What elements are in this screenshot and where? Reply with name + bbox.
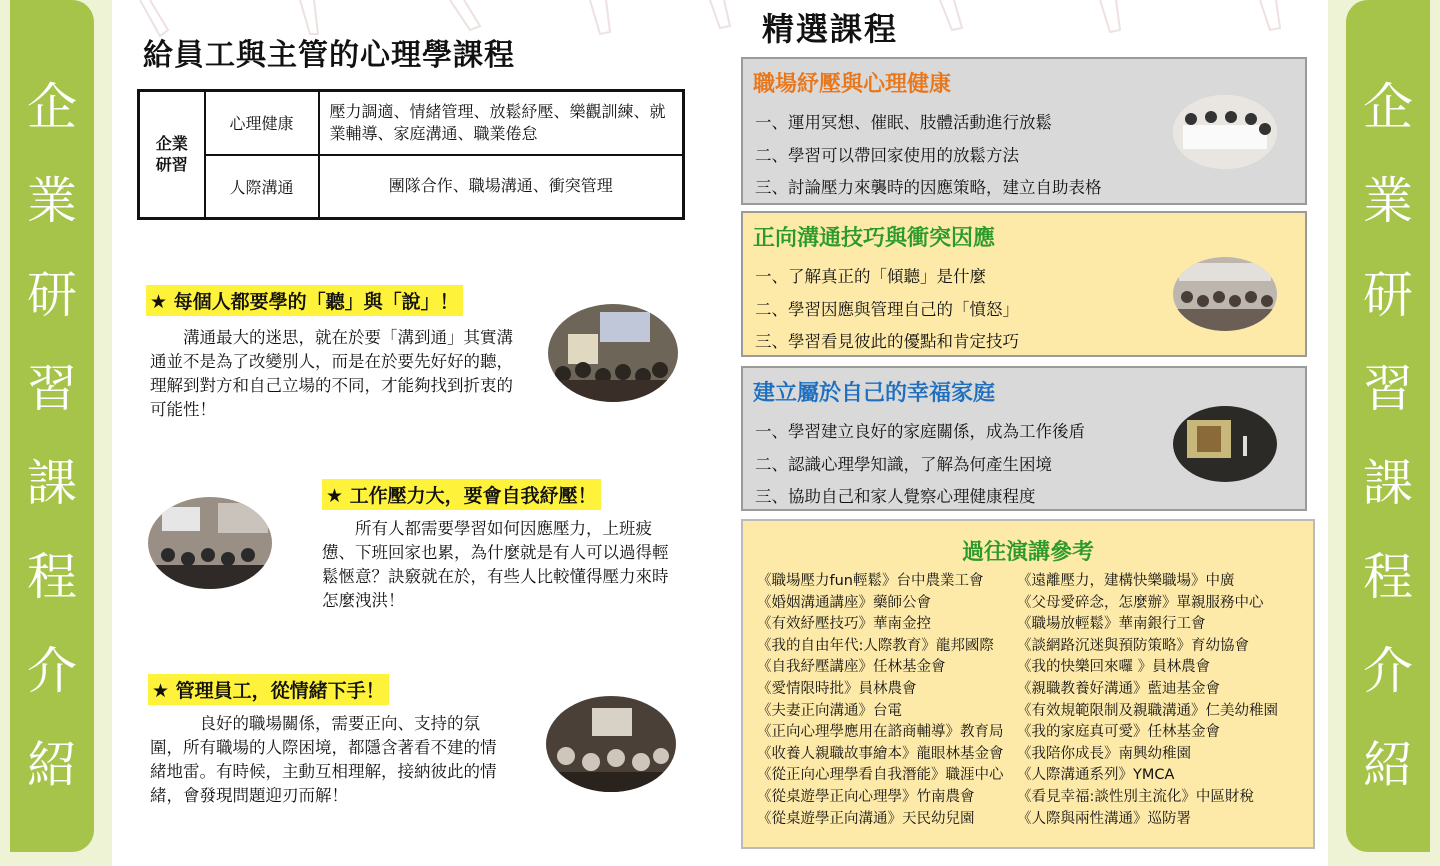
banner-char: 課 [27,454,77,512]
course-title: 正向溝通技巧與衝突因應 [753,226,996,251]
enterprise-course-table [137,89,685,220]
list-item: 《夫妻正向溝通》台電 [757,702,902,719]
list-item: 《看見幸福:談性別主流化》中區財稅 [1017,788,1254,805]
list-item: 《談網路沉迷與預防策略》育幼協會 [1017,637,1249,654]
course-item: 三、討論壓力來襲時的因應策略，建立自助表格 [755,178,1102,197]
list-item: 《我陪你成長》南興幼稚園 [1017,745,1191,762]
table-header-cell [139,91,205,219]
table-row [139,155,684,219]
section-body: 溝通最大的迷思，就在於要「溝到通」其實溝通並不是為了改變別人，而是在於要先好好的聽，理解到對方和自己立場的不同，才能夠找到折衷的可能性！ [150,328,513,419]
list-item: 《父母愛碎念，怎麼辦》單親服務中心 [1017,594,1264,611]
banner-char: 課 [1363,454,1413,512]
left-side-banner [0,0,112,866]
banner-char: 研 [1363,266,1413,324]
table-description-cell: 壓力調適、情緒管理、放鬆紓壓、樂觀訓練、就業輔導、家庭溝通、職業倦怠 [319,91,684,155]
banner-char: 介 [27,642,77,700]
banner-char: 習 [1363,360,1413,418]
workshop-photo [546,696,676,792]
list-item: 《職場放輕鬆》華南銀行工會 [1017,616,1206,633]
lecture-hall-photo [148,497,272,589]
course-card [741,366,1307,511]
list-item: 《收養人親職故事繪本》龍眼林基金會 [757,745,1004,762]
list-item: 《婚姻溝通講座》藥師公會 [757,594,931,611]
table-row [139,91,684,155]
course-item: 一、運用冥想、催眠、肢體活動進行放鬆 [755,113,1052,132]
list-item: 《有效規範限制及親職溝通》仁美幼稚園 [1017,702,1278,719]
past-lectures-title: 過往演講參考 [961,540,1094,565]
past-lectures-left-column [757,571,1004,830]
list-item: 《遠離壓力，建構快樂職場》中廣 [1017,573,1235,589]
course-item: 二、認識心理學知識，了解為何產生困境 [755,455,1052,474]
banner-char: 企 [27,78,77,136]
list-item: 《我的快樂回來囉 》員林農會 [1017,659,1211,676]
banner-char: 介 [1363,642,1413,700]
table-category-cell: 心理健康 [205,91,319,155]
list-item: 《自我紓壓講座》任林基金會 [757,659,946,676]
list-item: 《親職教養好溝通》藍迪基金會 [1017,680,1220,697]
page-title: 給員工與主管的心理學課程 [143,38,515,73]
banner-char: 研 [27,266,77,324]
left-banner-strip [10,0,94,852]
section-body: 所有人都需要學習如何因應壓力，上班疲憊、下班回家也累，為什麼就是有人可以過得輕鬆愜意？訣竅就在於，有些人比較懂得壓力來時怎麼洩洪！ [322,519,669,610]
banner-char: 程 [27,548,77,606]
course-title: 建立屬於自己的幸福家庭 [753,381,996,406]
section-heading: ★ 工作壓力大，要會自我紓壓！ [322,479,601,510]
course-card [741,57,1307,205]
course-item: 三、學習看見彼此的優點和肯定技巧 [755,332,1019,351]
pencil-sketch-decoration [900,0,1320,40]
course-item: 一、學習建立良好的家庭關係，成為工作後盾 [755,422,1085,441]
list-item: 《我的家庭真可愛》任林基金會 [1017,724,1220,741]
banner-char: 習 [27,360,77,418]
course-photo [1173,406,1277,482]
list-item: 《我的自由年代:人際教育》龍邦國際 [757,637,994,654]
past-lectures-box [741,519,1315,849]
list-item: 《從桌遊學正向心理學》竹南農會 [757,788,975,805]
list-item: 《愛情限時批》員林農會 [757,680,917,697]
right-side-banner [1328,0,1440,866]
section-heading: ★ 每個人都要學的「聽」與「說」！ [146,285,463,316]
list-item: 《從桌遊學正向溝通》天民幼兒園 [757,810,975,827]
banner-char: 業 [27,172,77,230]
course-photo [1173,95,1277,169]
course-item: 二、學習可以帶回家使用的放鬆方法 [755,146,1019,165]
list-item: 《正向心理學應用在諮商輔導》教育局 [757,724,1004,741]
course-title: 職場紓壓與心理健康 [753,72,952,97]
course-photo [1173,257,1277,331]
list-item: 《人際溝通系列》YMCA [1017,767,1175,784]
section-body: 良好的職場關係，需要正向、支持的氛圍，所有職場的人際困境，都隱含著看不建的情緒地雷。有時候，主動互相理解，接納彼此的情緒，會發現問題迎刃而解！ [150,714,497,805]
page-title: 精選課程 [762,10,899,48]
past-lectures-right-column [1017,571,1278,830]
list-item: 《人際與兩性溝通》巡防署 [1017,810,1191,827]
list-item: 《從正向心理學看自我潛能》職涯中心 [757,767,1004,784]
banner-char: 紹 [27,736,77,794]
table-description-cell: 團隊合作、職場溝通、衝突管理 [319,155,684,219]
banner-char: 業 [1363,172,1413,230]
list-item: 《職場壓力fun輕鬆》台中農業工會 [757,573,984,589]
right-banner-strip [1346,0,1430,852]
course-card [741,211,1307,357]
section-heading: ★ 管理員工，從情緒下手！ [148,674,389,705]
seminar-photo [548,304,678,402]
banner-char: 紹 [1363,736,1413,794]
course-item: 三、協助自己和家人覺察心理健康程度 [755,487,1036,506]
table-header-label: 企業 研習 [155,133,188,174]
list-item: 《有效紓壓技巧》華南金控 [757,616,931,633]
table-category-cell: 人際溝通 [205,155,319,219]
banner-char: 程 [1363,548,1413,606]
course-item: 二、學習因應與管理自己的「憤怒」 [755,300,1019,319]
banner-char: 企 [1363,78,1413,136]
course-item: 一、了解真正的「傾聽」是什麼 [755,267,986,286]
